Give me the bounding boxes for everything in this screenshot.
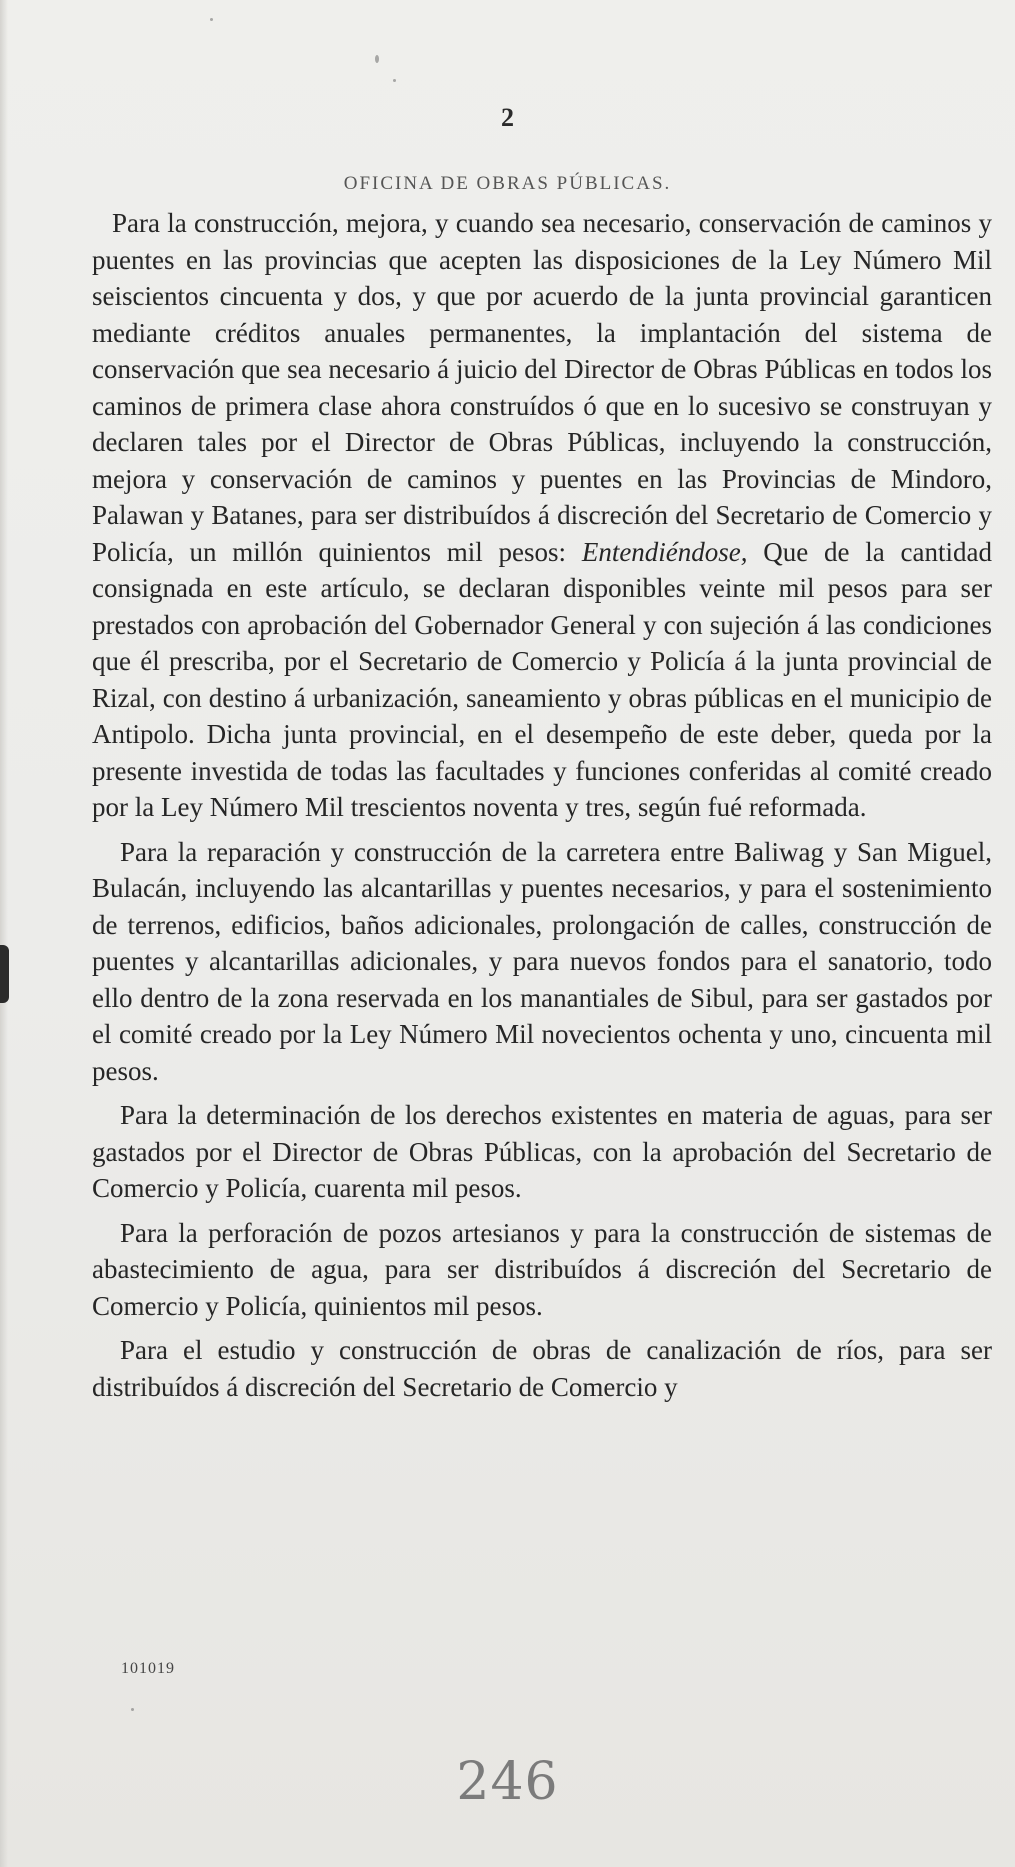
paragraph-3: Para la determinación de los derechos existentes en materia de aguas, para ser gastados por el Director de Obras Públicas, con la aprobación del Secretario de Comercio y Policía, cuarenta mil pesos. — [92, 1100, 992, 1203]
paragraph-2: Para la reparación y construcción de la carretera entre Baliwag y San Miguel, Bulacán, incluyendo las alcantarillas y puentes necesarios, y para el sostenimiento de terrenos, edificios, baños adicionales, prolongación de calles, construcción de puentes y alcantarillas adicionales, y para nuevos fondos para el sanatorio, todo ello dentro de la zona reservada en los manantiales de Sibul, para ser gastados por el comité creado por la Ley Número Mil novecientos ochenta y uno, cincuenta mil pesos. — [92, 836, 992, 1086]
paragraph-1-italic-term: Entendiéndose, — [581, 536, 748, 567]
body-text — [92, 205, 992, 1413]
binding-mark — [0, 945, 9, 1003]
page-number: 2 — [501, 103, 514, 132]
scan-speck — [393, 79, 396, 82]
paragraph-1-text-before-italic: Para la construcción, mejora, y cuando sea necesario, conservación de caminos y puentes en las provincias que acepten las disposiciones de la Ley Número Mil seiscientos cincuenta y dos, y que por acuerdo de la junta provincial garanticen mediante créditos anuales permanentes, la implantación del sistema de conservación que sea necesario á juicio del Director de Obras Públicas en todos los caminos de primera clase ahora construídos ó que en lo sucesivo se construyan y declaren tales por el Director de Obras Públicas, incluyendo la construcción, mejora y conservación de caminos y puentes en las Provincias de Mindoro, Palawan y Batanes, para ser distribuídos á discreción del Secretario de Comercio y Policía, un millón quinientos mil pesos: — [92, 208, 992, 567]
paragraph-1-text-after-italic: Que de la cantidad consignada en este artículo, se declaran disponibles veinte mil pesos para ser prestados con aprobación del Gobernador General y con sujeción á las condiciones que él prescriba, por el Secretario de Comercio y Policía á la junta provincial de Rizal, con destino á urbanización, saneamiento y obras públicas en el municipio de Antipolo. Dicha junta provincial, en el desempeño de este deber, queda por la presente investida de todas las facultades y funciones conferidas al comité creado por la Ley Número Mil trescientos noventa y tres, según fué reformada. — [92, 536, 993, 822]
scan-speck — [375, 55, 379, 63]
paragraph-4: Para la perforación de pozos artesianos y para la construcción de sistemas de abastecimiento de agua, para ser distribuídos á discreción del Secretario de Comercio y Policía, quinientos mil pesos. — [92, 1217, 992, 1321]
paragraph-1 — [92, 205, 992, 826]
printer-code: 101019 — [121, 1660, 175, 1677]
scan-speck — [131, 1708, 134, 1711]
scan-edge-shadow — [0, 0, 8, 1867]
running-head: OFICINA DE OBRAS PÚBLICAS. — [343, 173, 672, 194]
stamp-number: 246 — [456, 1752, 559, 1812]
paragraph-5: Para el estudio y construcción de obras de canalización de ríos, para ser distribuídos á discreción del Secretario de Comercio y — [92, 1335, 992, 1402]
scan-speck — [210, 18, 213, 21]
